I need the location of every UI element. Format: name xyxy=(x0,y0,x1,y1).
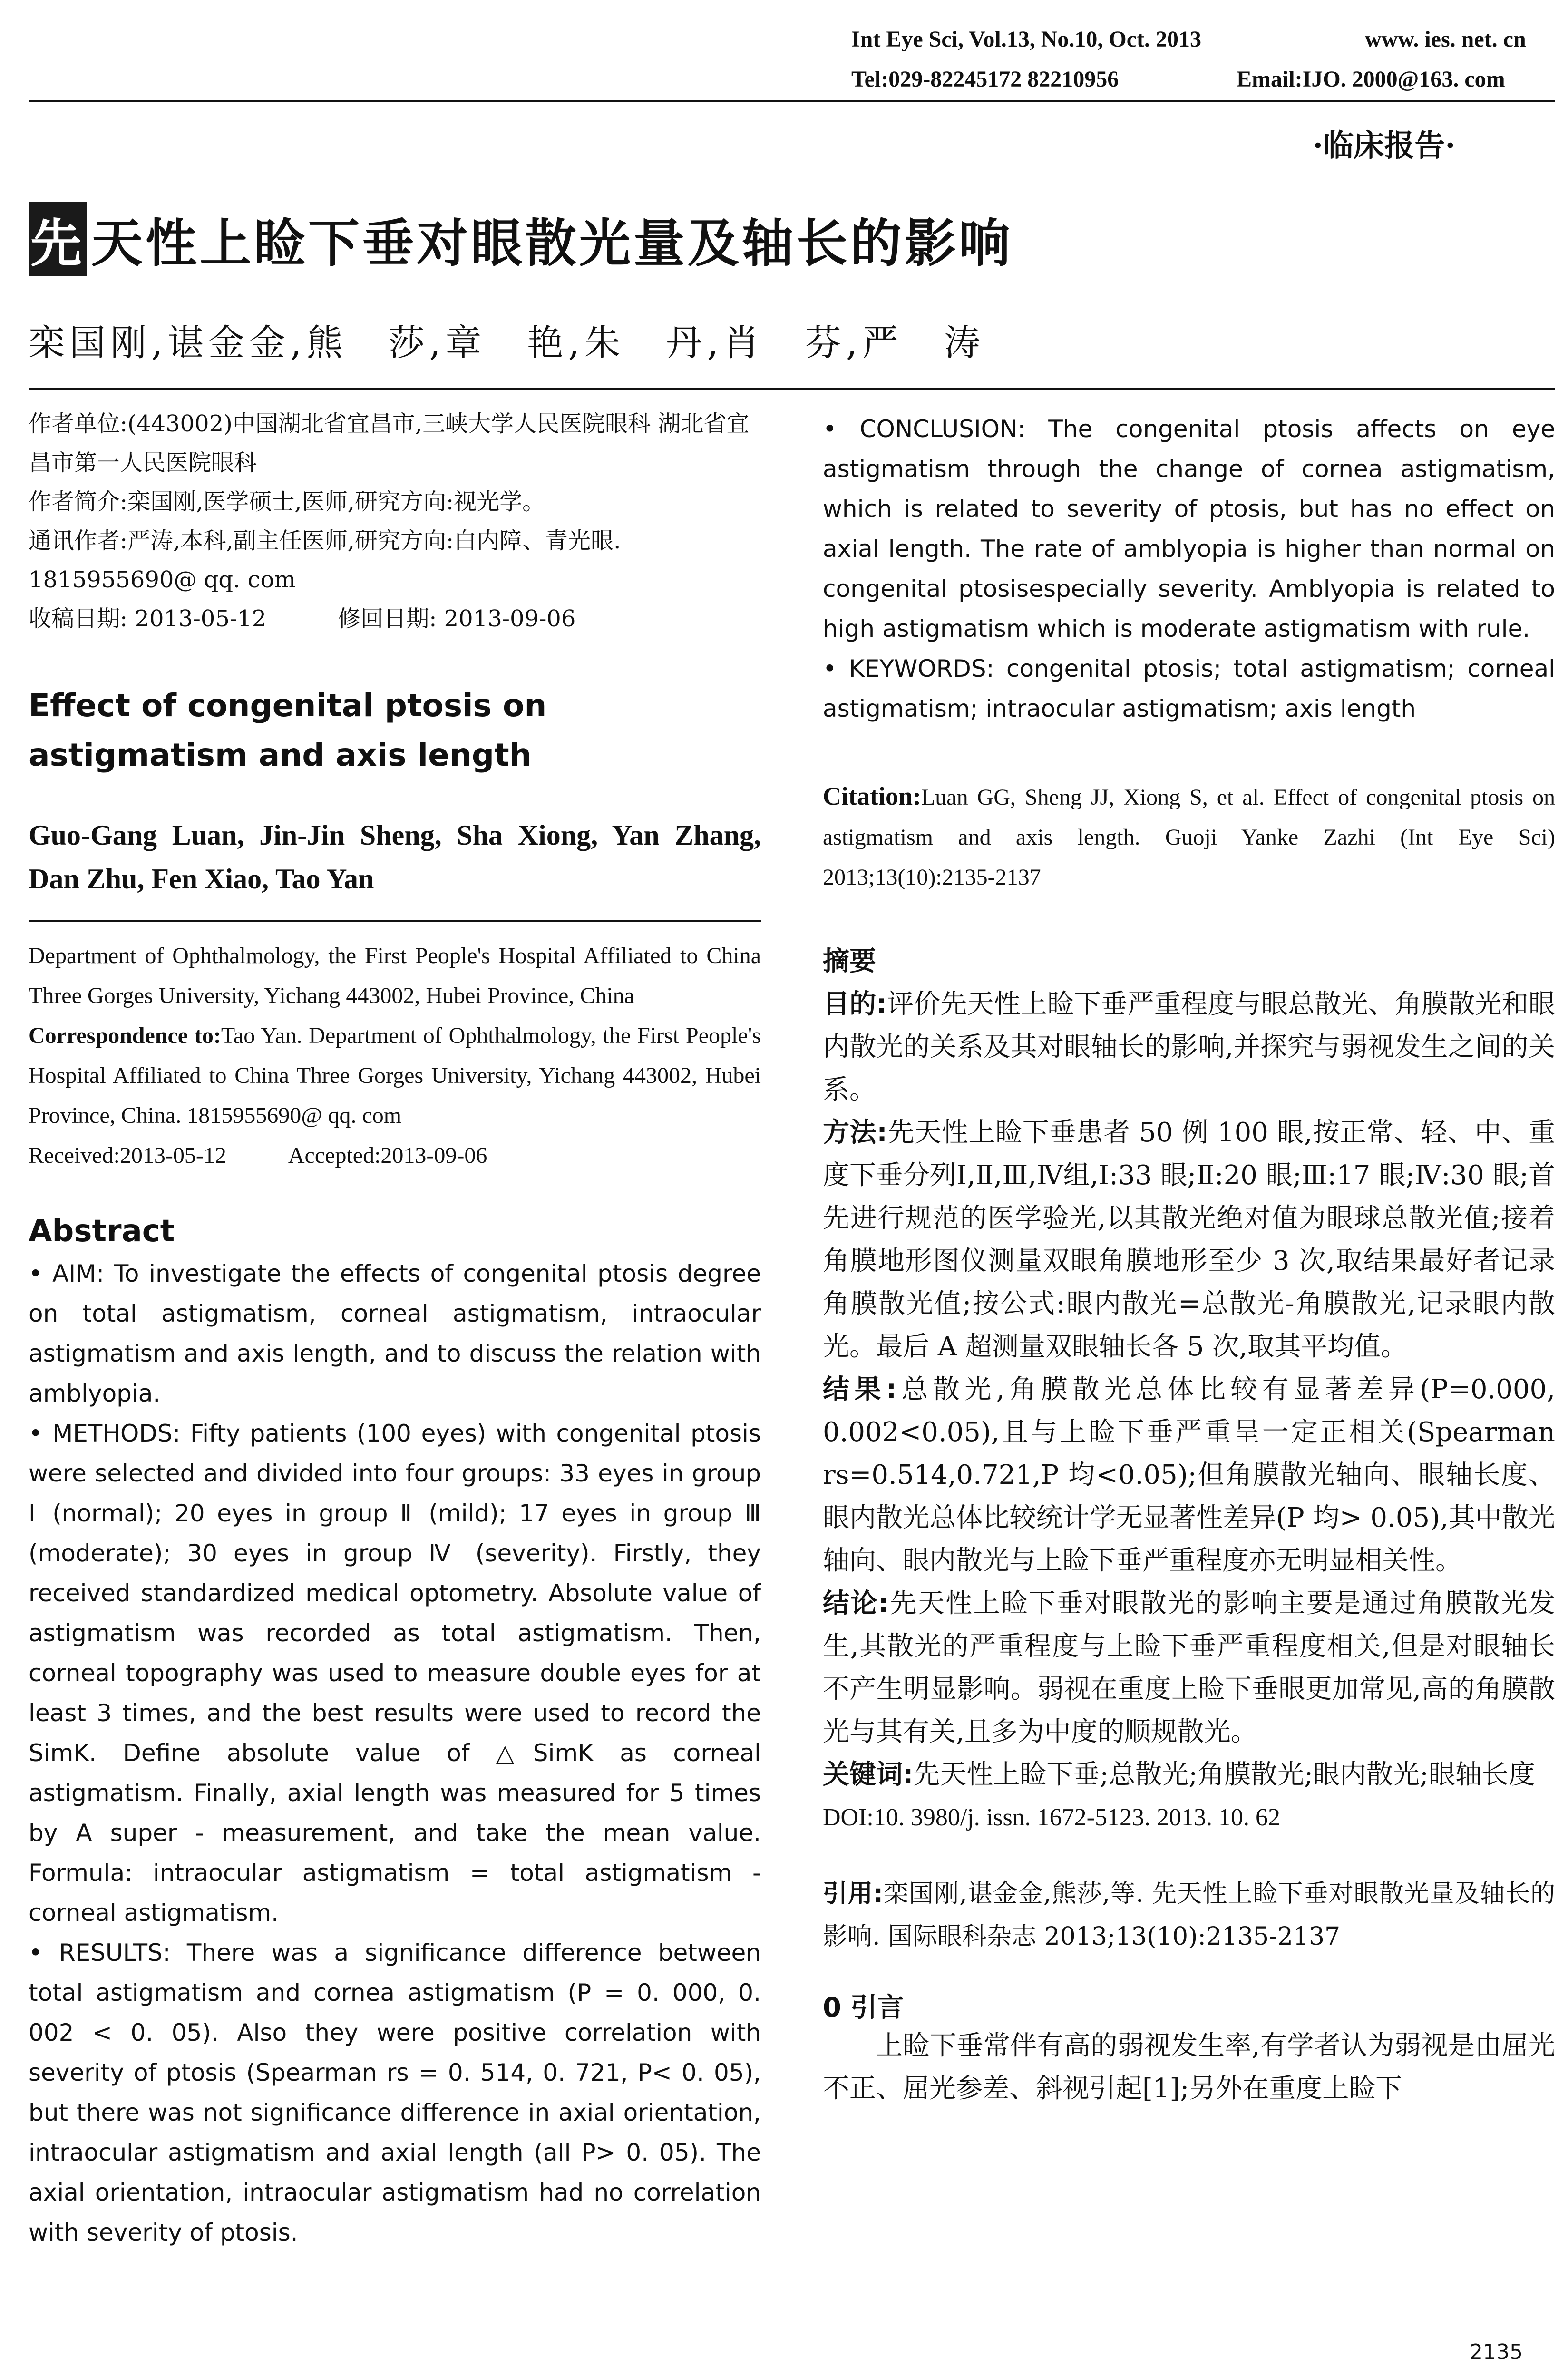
journal-tel: Tel:029-82245172 82210956 xyxy=(851,67,1119,92)
right-column xyxy=(823,409,1555,2110)
meta-received: 收稿日期: 2013-05-12 xyxy=(29,605,267,632)
authors-rule xyxy=(29,388,1555,390)
intro-text: 上睑下垂常伴有高的弱视发生率,有学者认为弱视是由屈光不正、屈光参差、斜视引起[1];另外在重度上睑下 xyxy=(823,2030,1555,2104)
header-rule xyxy=(29,100,1555,102)
citation-block xyxy=(823,776,1555,897)
english-title: Effect of congenital ptosis on astigmatism and axis length xyxy=(29,687,547,773)
title-first-char: 先 xyxy=(29,202,87,276)
left-column xyxy=(29,404,761,2252)
meta-corresponding: 通讯作者:严涛,本科,副主任医师,研究方向:白内障、青光眼. 1815955690@ qq. com xyxy=(29,527,621,593)
cn-methods: 方法:先天性上睑下垂患者 50 例 100 眼,按正常、轻、中、重度下垂分列Ⅰ,Ⅱ,Ⅲ,Ⅳ组,Ⅰ:33 眼;Ⅱ:20 眼;Ⅲ:17 眼;Ⅳ:30 眼;首先进行规范的医学验光,以其散光绝对值为眼球总散光值;接着角膜地形图仪测量双眼角膜地形至少 3 次,取结果最好者记录角膜散光值;按公式:眼内散光=总散光-角膜散光,记录眼内散光。最后 A 超测量双眼轴长各 5 次,取其平均值。 xyxy=(823,1117,1555,1362)
abstract-methods: • METHODS: Fifty patients (100 eyes) with congenital ptosis were selected and divided into four groups: 33 eyes in group Ⅰ (normal); 20 eyes in group Ⅱ (mild); 17 eyes in group Ⅲ (moderate); 30 eyes in group Ⅳ (severity). Firstly, they received standardized medical optometry. Absolute value of astigmatism was recorded as total astigmatism. Then, corneal topography was used to measure double eyes for at least 3 times, and the best results were used to record the SimK. Define absolute value of △SimK as corneal astigmatism. Finally, axial length was measured for 5 times by A super - measurement, and take the mean value. Formula: intraocular astigmatism = total astigmatism - corneal astigmatism. xyxy=(29,1420,761,1927)
english-dates xyxy=(29,1136,761,1176)
cn-keywords: 关键词:先天性上睑下垂;总散光;角膜散光;眼内散光;眼轴长度 xyxy=(823,1759,1535,1790)
meta-bio: 作者简介:栾国刚,医学硕士,医师,研究方向:视光学。 xyxy=(29,488,545,515)
english-correspondence xyxy=(29,1016,761,1136)
meta-affiliation: 作者单位:(443002)中国湖北省宜昌市,三峡大学人民医院眼科 湖北省宜昌市第一人民医院眼科 xyxy=(29,410,750,476)
meta-dates xyxy=(29,599,761,638)
english-authors: Guo-Gang Luan, Jin-Jin Sheng, Sha Xiong, Yan Zhang, Dan Zhu, Fen Xiao, Tao Yan xyxy=(29,819,761,895)
english-accepted: Accepted:2013-09-06 xyxy=(288,1143,487,1168)
abstract-aim: • AIM: To investigate the effects of congenital ptosis degree on total astigmatism, corneal astigmatism, intraocular astigmatism and axis length, and to discuss the relation with amblyopia. xyxy=(29,1260,761,1407)
cn-results: 结果:总散光,角膜散光总体比较有显著差异(P=0.000, 0.002<0.05),且与上睑下垂严重呈一定正相关(Spearman rs=0.514,0.721,P 均<0.05);但角膜散光轴向、眼轴长度、眼内散光总体比较统计学无显著性差异(P 均> 0.05),其中散光轴向、眼内散光与上睑下垂严重程度亦无明显相关性。 xyxy=(823,1374,1555,1576)
cn-conclusion: 结论:先天性上睑下垂对眼散光的影响主要是通过角膜散光发生,其散光的严重程度与上睑下垂严重程度相关,但是对眼轴长不产生明显影响。弱视在重度上睑下垂眼更加常见,高的角膜散光与其有关,且多为中度的顺规散光。 xyxy=(823,1588,1555,1747)
doi: DOI:10. 3980/j. issn. 1672-5123. 2013. 10. 62 xyxy=(823,1804,1280,1831)
paper-title xyxy=(29,202,1013,276)
abstract-results: • RESULTS: There was a significance difference between total astigmatism and cornea astigmatism (P = 0. 000, 0. 002 < 0. 05). Also they were positive correlation with severity of ptosis (Spearman rs = 0. 514, 0. 721, P< 0. 05), but there was not significance difference in axial orientation, intraocular astigmatism and axial length (all P> 0. 05). The axial orientation, intraocular astigmatism had no correlation with severity of ptosis. xyxy=(29,1939,761,2246)
abstract-right xyxy=(823,409,1555,729)
page-number: 2135 xyxy=(1470,2340,1523,2364)
meta-revised: 修回日期: 2013-09-06 xyxy=(338,605,576,632)
english-authors-rule xyxy=(29,920,761,922)
correspondence-text: Tao Yan. Department of Ophthalmology, the First People's Hospital Affiliated to China Three Gorges University, Yichang 443002, Hubei Province, China. 1815955690@ qq. com xyxy=(29,1023,761,1128)
correspondence-label: Correspondence to: xyxy=(29,1023,221,1048)
intro-heading: 0 引言 xyxy=(823,1992,904,2023)
english-department: Department of Ophthalmology, the First People's Hospital Affiliated to China Three Gorges University, Yichang 443002, Hubei Province, China xyxy=(29,943,761,1008)
citation-label: Citation: xyxy=(823,782,921,810)
cn-cite: 引用:栾国刚,谌金金,熊莎,等. 先天性上睑下垂对眼散光量及轴长的影响. 国际眼科杂志 2013;13(10):2135-2137 xyxy=(823,1880,1556,1951)
cn-aim: 目的:评价先天性上睑下垂严重程度与眼总散光、角膜散光和眼内散光的关系及其对眼轴长的影响,并探究与弱视发生之间的关系。 xyxy=(823,989,1555,1105)
english-received: Received:2013-05-12 xyxy=(29,1143,226,1168)
authors-cn: 栾国刚,谌金金,熊 莎,章 艳,朱 丹,肖 芬,严 涛 xyxy=(29,321,985,364)
cn-abstract xyxy=(823,983,1555,1796)
journal-email: Email:IJO. 2000@163. com xyxy=(1237,67,1505,92)
abstract-left xyxy=(29,1254,761,2252)
citation-text: Luan GG, Sheng JJ, Xiong S, et al. Effect of congenital ptosis on astigmatism and axis length. Guoji Yanke Zazhi (Int Eye Sci) 2013;13(10):2135-2137 xyxy=(823,785,1555,890)
journal-line: Int Eye Sci, Vol.13, No.10, Oct. 2013 xyxy=(851,27,1202,52)
cn-abstract-heading: 摘要 xyxy=(823,946,876,977)
abstract-heading: Abstract xyxy=(29,1214,175,1249)
abstract-conclusion: • CONCLUSION: The congenital ptosis affects on eye astigmatism through the change of cornea astigmatism, which is related to severity of ptosis, but has no effect on axial length. The rate of amblyopia is higher than normal on congenital ptosisespecially severity. Amblyopia is related to high astigmatism which is moderate astigmatism with rule. xyxy=(823,415,1555,643)
abstract-keywords: • KEYWORDS: congenital ptosis; total astigmatism; corneal astigmatism; intraocular astigmatism; axis length xyxy=(823,655,1555,722)
title-rest: 天性上睑下垂对眼散光量及轴长的影响 xyxy=(91,214,1013,273)
section-tag: ·临床报告· xyxy=(1313,128,1456,164)
journal-website: www. ies. net. cn xyxy=(1365,27,1526,52)
